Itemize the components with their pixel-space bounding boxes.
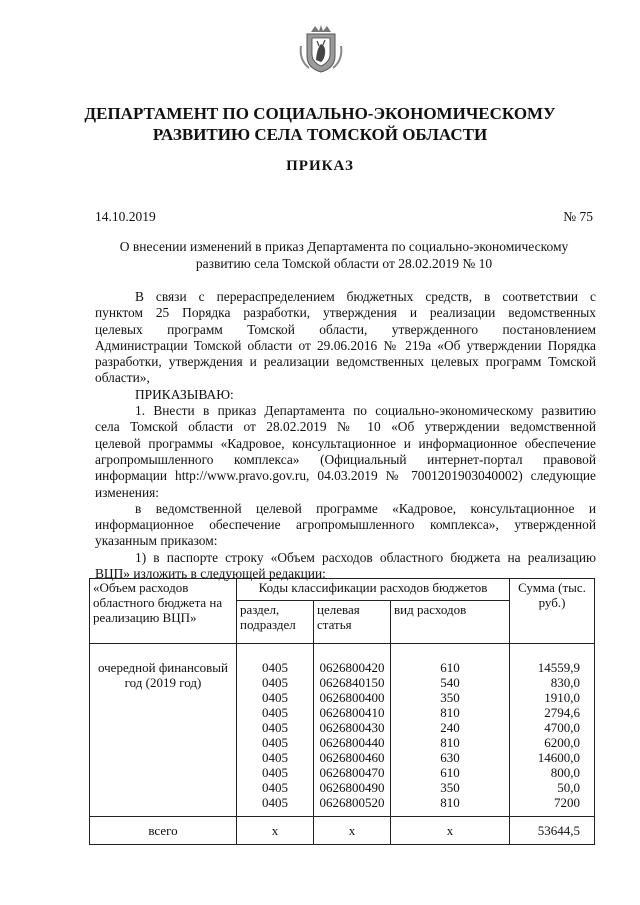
type-code: 240 bbox=[440, 720, 460, 735]
body-line: 1) в паспорте строку «Объем расходов областного бюджета на реализацию bbox=[135, 549, 596, 565]
target-code: 0626800440 bbox=[319, 735, 385, 750]
type-code: 630 bbox=[440, 750, 460, 765]
total-section: х bbox=[237, 817, 314, 845]
target-code: 0626840150 bbox=[319, 675, 385, 690]
total-target: х bbox=[314, 817, 391, 845]
target-code: 0626800490 bbox=[319, 780, 385, 795]
sum-value: 830,0 bbox=[550, 675, 580, 690]
sum-value: 2794,6 bbox=[544, 705, 580, 720]
section-codes-cell bbox=[237, 644, 314, 817]
body-line: Администрации Томской области от 29.06.2016 № 219а «Об утверждении Порядка bbox=[95, 337, 596, 353]
body-line: целевых программ Томской области, утвержденного постановлением bbox=[95, 321, 596, 337]
target-code: 0626800420 bbox=[319, 660, 385, 675]
department-title-line2: РАЗВИТИЮ СЕЛА ТОМСКОЙ ОБЛАСТИ bbox=[152, 125, 488, 144]
body-line: в ведомственной целевой программе «Кадровое, консультационное и bbox=[135, 500, 596, 516]
body-line: целевой программы «Кадровое, консультационное и информационное обеспечение bbox=[95, 435, 596, 451]
body-line: информационное обеспечение агропромышленного комплекса», утвержденной bbox=[95, 517, 596, 533]
body-line: В связи с перераспределением бюджетных средств, в соответствии с bbox=[135, 289, 596, 304]
sum-value: 14559,9 bbox=[537, 660, 580, 675]
type-code: 350 bbox=[440, 780, 460, 795]
sum-value: 1910,0 bbox=[544, 690, 580, 705]
type-code: 810 bbox=[440, 735, 460, 750]
body-line: области», bbox=[95, 370, 150, 386]
body-line: ВЦП» изложить в следующей редакции: bbox=[95, 566, 326, 582]
sum-value: 7200 bbox=[554, 795, 580, 810]
type-code: 540 bbox=[440, 675, 460, 690]
document-date: 14.10.2019 bbox=[95, 209, 156, 224]
type-code: 610 bbox=[440, 660, 460, 675]
sum-value: 14600,0 bbox=[537, 750, 580, 765]
target-code: 0626800410 bbox=[319, 705, 385, 720]
body-line: информации http://www.pravo.gov.ru, 04.03.2019 № 7001201903040002) следующие bbox=[95, 468, 596, 484]
subject-line: развитию села Томской области от 28.02.2019 № 10 bbox=[195, 256, 493, 271]
type-code: 810 bbox=[440, 705, 460, 720]
body-line: изменения: bbox=[95, 484, 160, 500]
body-line: села Томской области от 28.02.2019 № 10 «Об утверждении ведомственной bbox=[95, 419, 596, 435]
section-code: 0405 bbox=[262, 795, 288, 810]
target-codes-cell bbox=[314, 644, 391, 817]
type-code: 610 bbox=[440, 765, 460, 780]
target-code: 0626800460 bbox=[319, 750, 385, 765]
body-line: разработки, утверждения и реализации ведомственных целевых программ Томской bbox=[95, 354, 596, 370]
type-code: 350 bbox=[440, 690, 460, 705]
section-code: 0405 bbox=[262, 735, 288, 750]
total-sum: 53644,5 bbox=[510, 817, 595, 845]
document-type: ПРИКАЗ bbox=[286, 158, 354, 174]
codes-header: Коды классификации расходов бюджетов bbox=[237, 579, 510, 601]
total-type: х bbox=[391, 817, 510, 845]
body-line: пунктом 25 Порядка разработки, утверждения и реализации ведомственных bbox=[95, 305, 596, 321]
sum-value: 50,0 bbox=[557, 780, 580, 795]
target-code: 0626800520 bbox=[319, 795, 385, 810]
type-codes-cell bbox=[391, 644, 510, 817]
sum-value: 6200,0 bbox=[544, 735, 580, 750]
section-code: 0405 bbox=[262, 780, 288, 795]
sum-value: 800,0 bbox=[550, 765, 580, 780]
subject-line: О внесении изменений в приказ Департамента по социально-экономическому bbox=[119, 239, 569, 254]
coat-of-arms-icon bbox=[299, 24, 343, 74]
document-body bbox=[95, 289, 596, 582]
body-line: 1. Внести в приказ Департамента по социально-экономическому развитию bbox=[135, 403, 596, 419]
section-code: 0405 bbox=[262, 705, 288, 720]
target-code: 0626800400 bbox=[319, 690, 385, 705]
section-code: 0405 bbox=[262, 720, 288, 735]
year-label-cell: очередной финансовый год (2019 год) bbox=[90, 644, 237, 817]
section-header: раздел, подраздел bbox=[237, 601, 314, 644]
document-subject bbox=[95, 238, 593, 272]
order-word: ПРИКАЗЫВАЮ: bbox=[135, 386, 234, 402]
row-label-cell: «Объем расходов областного бюджета на реализацию ВЦП» bbox=[90, 579, 237, 644]
section-code: 0405 bbox=[262, 675, 288, 690]
total-label: всего bbox=[90, 817, 237, 845]
section-code: 0405 bbox=[262, 765, 288, 780]
target-code: 0626800430 bbox=[319, 720, 385, 735]
target-code: 0626800470 bbox=[319, 765, 385, 780]
section-code: 0405 bbox=[262, 750, 288, 765]
sums-cell bbox=[510, 644, 595, 817]
sum-value: 4700,0 bbox=[544, 720, 580, 735]
section-code: 0405 bbox=[262, 690, 288, 705]
body-line: указанным приказом: bbox=[95, 533, 218, 549]
expenditure-table bbox=[89, 578, 595, 845]
section-code: 0405 bbox=[262, 660, 288, 675]
document-number: № 75 bbox=[563, 209, 593, 224]
department-title-line1: ДЕПАРТАМЕНТ ПО СОЦИАЛЬНО-ЭКОНОМИЧЕСКОМУ bbox=[84, 104, 556, 123]
type-code: 810 bbox=[440, 795, 460, 810]
body-line: агропромышленного комплекса» (Официальный интернет-портал правовой bbox=[95, 451, 596, 467]
sum-header: Сумма (тыс. руб.) bbox=[510, 579, 595, 644]
type-header: вид расходов bbox=[391, 601, 510, 644]
target-header: целевая статья bbox=[314, 601, 391, 644]
